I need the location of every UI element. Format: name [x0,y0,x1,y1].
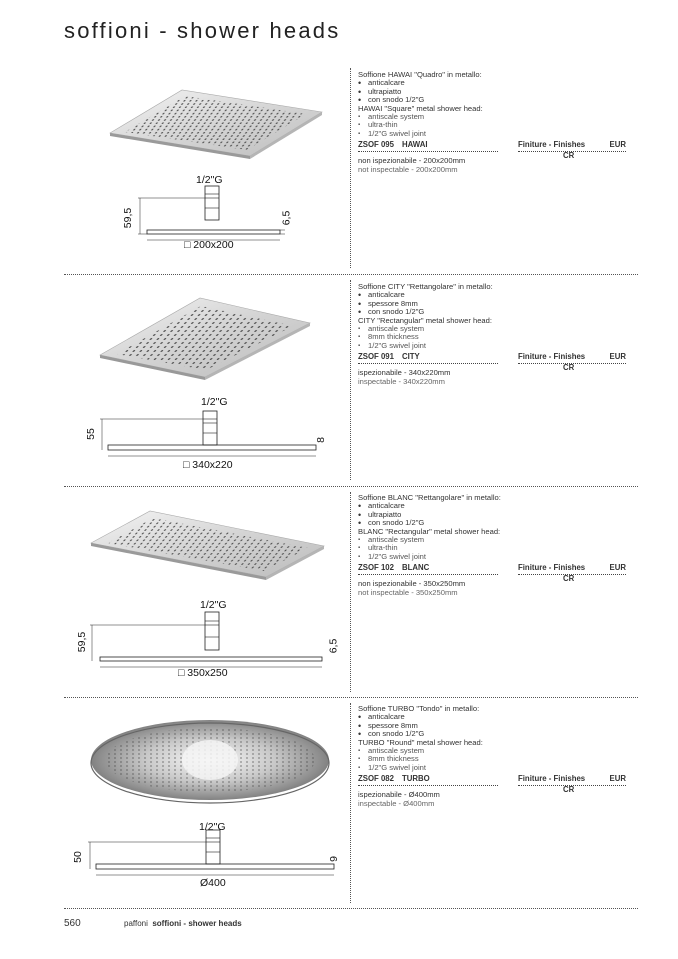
product-code: ZSOF 102 BLANC [358,564,498,574]
section-divider [64,274,638,275]
blanc-shower-head-image [88,508,328,583]
thickness-dimension: 9 [327,856,340,862]
finish-value: CR [563,151,575,161]
size-dimension: □ 200x200 [184,239,234,251]
thickness-dimension: 6,5 [327,638,340,654]
size-dimension: Ø400 [200,877,226,889]
product-code: ZSOF 082 TURBO [358,775,498,785]
size-dimension: □ 340x220 [183,459,233,471]
finish-value: CR [563,574,575,584]
finish-value: CR [563,363,575,373]
section-divider [64,486,638,487]
product-description-turbo: Soffione TURBO "Tondo" in metallo: • anticalcare • spessore 8mm • con snodo 1/2"G TURBO "Round" metal shower head: ▪ antiscale system ▪ 8mm thickness ▪ 1/2"G swivel joint ZSOF 082 TURBO Finiture - Finishes EUR CR ispezionabile - Ø400mm inspectable - Ø400mm [358,705,628,808]
variant-it: non ispezionabile - 200x200mm [358,156,466,166]
finishes-header: Finiture - Finishes EUR [518,775,626,785]
footer-brand: paffoni [124,919,148,928]
section-divider [64,908,638,909]
product-description-hawai: Soffione HAWAI "Quadro" in metallo: • anticalcare • ultrapiatto • con snodo 1/2"G HAWAI "Square" metal shower head: ▪ antiscale system ▪ ultra-thin ▪ 1/2"G swivel joint ZSOF 095 HAWAI Finiture - Finishes EUR CR non ispezionabile - 200x200mm not inspectable - 200x200mm [358,71,628,174]
variant-it: ispezionabile - Ø400mm [358,790,440,800]
section-divider [64,697,638,698]
height-dimension: 59,5 [76,631,89,653]
variant-en: inspectable - Ø400mm [358,798,435,808]
column-divider [350,68,351,268]
footer-text [124,919,242,928]
finishes-header: Finiture - Finishes EUR [518,141,626,151]
turbo-shower-head-image [88,716,332,808]
product-code: ZSOF 095 HAWAI [358,141,498,151]
thread-dimension: 1/2"G [200,599,227,611]
variant-en: not inspectable - 200x200mm [358,164,458,174]
thickness-dimension: 8 [314,437,327,443]
footer-section: soffioni - shower heads [152,919,242,928]
product-code: ZSOF 091 CITY [358,353,498,363]
height-dimension: 50 [71,851,84,863]
column-divider [350,280,351,480]
variant-it: non ispezionabile - 350x250mm [358,579,466,589]
thread-dimension: 1/2"G [199,821,226,833]
finishes-header: Finiture - Finishes EUR [518,564,626,574]
variant-it: ispezionabile - 340x220mm [358,368,451,378]
size-dimension: □ 350x250 [178,667,228,679]
finishes-header: Finiture - Finishes EUR [518,353,626,363]
finish-value: CR [563,785,575,795]
page-title: soffioni - shower heads [64,18,341,43]
column-divider [350,492,351,692]
thread-dimension: 1/2"G [201,396,228,408]
thread-dimension: 1/2"G [196,174,223,186]
product-description-city: Soffione CITY "Rettangolare" in metallo: • anticalcare • spessore 8mm • con snodo 1/2"G CITY "Rectangular" metal shower head: ▪ antiscale system ▪ 8mm thickness ▪ 1/2"G swivel joint ZSOF 091 CITY Finiture - Finishes EUR CR ispezionabile - 340x220mm inspectable - 340x220mm [358,283,628,386]
variant-en: inspectable - 340x220mm [358,376,445,386]
column-divider [350,703,351,903]
city-shower-head-image [95,293,315,383]
product-description-blanc: Soffione BLANC "Rettangolare" in metallo: • anticalcare • ultrapiatto • con snodo 1/2"G BLANC "Rectangular" metal shower head: ▪ antiscale system ▪ ultra-thin ▪ 1/2"G swivel joint ZSOF 102 BLANC Finiture - Finishes EUR CR non ispezionabile - 350x250mm not inspectable - 350x250mm [358,494,628,597]
variant-en: not inspectable - 350x250mm [358,587,458,597]
page-number: 560 [64,918,81,929]
thickness-dimension: 6,5 [280,210,293,226]
height-dimension: 55 [84,428,97,440]
hawai-shower-head-image [100,80,330,160]
height-dimension: 59,5 [122,207,135,229]
